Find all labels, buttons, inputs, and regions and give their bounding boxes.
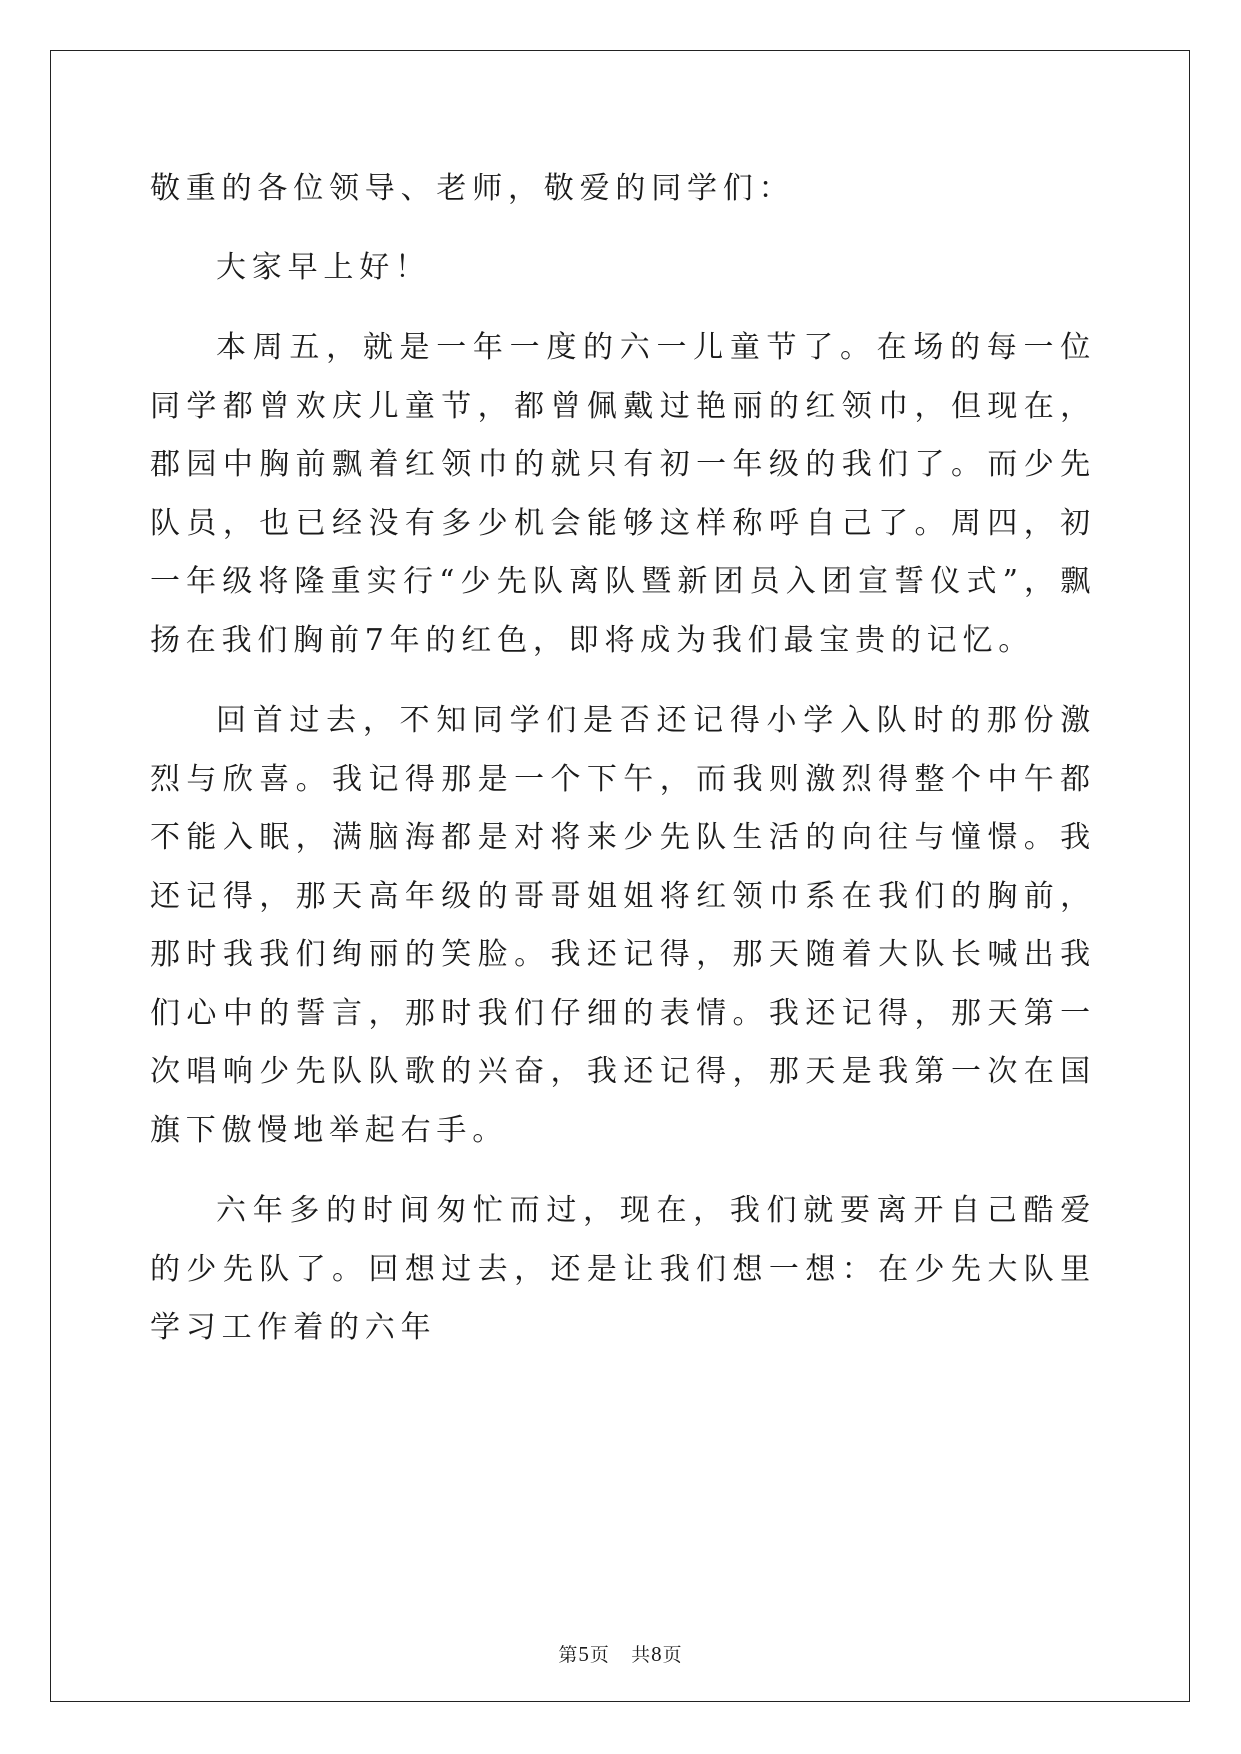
paragraph-childrens-day: 本周五，就是一年一度的六一儿童节了。在场的每一位同学都曾欢庆儿童节，都曾佩戴过艳丽的红领巾，但现在，郡园中胸前飘着红领巾的就只有初一年级的我们了。而少先队员，也已经没有多少机会能够这样称呼自己了。周四，初一年级将隆重实行“少先队离队暨新团员入团宣誓仪式”，飘扬在我们胸前7年的红色，即将成为我们最宝贵的记忆。 — [150, 330, 1096, 658]
total-prefix: 共 — [631, 1644, 652, 1666]
total-pages: 8 — [651, 1642, 663, 1666]
page-prefix: 第 — [558, 1644, 579, 1666]
paragraph-recollection: 回首过去，不知同学们是否还记得小学入队时的那份激烈与欣喜。我记得那是一个下午，而我则激烈得整个中午都不能入眠，满脑海都是对将来少先队生活的向往与憧憬。我还记得，那天高年级的哥哥姐姐将红领巾系在我们的胸前，那时我我们绚丽的笑脸。我还记得，那天随着大队长喊出我们心中的誓言，那时我们仔细的表情。我还记得，那天第一次唱响少先队队歌的兴奋，我还记得，那天是我第一次在国旗下傲慢地举起右手。 — [150, 703, 1096, 1148]
document-body — [150, 160, 1096, 1380]
paragraph-greeting: 大家早上好！ — [216, 249, 431, 285]
total-suffix: 页 — [662, 1644, 683, 1666]
page-suffix: 页 — [589, 1644, 610, 1666]
paragraph-six-years: 六年多的时间匆忙而过，现在，我们就要离开自己酷爱的少先队了。回想过去，还是让我们想一想：在少先大队里学习工作着的六年 — [150, 1193, 1096, 1345]
page-footer — [0, 1640, 1241, 1667]
page-number: 5 — [578, 1642, 590, 1666]
salutation: 敬重的各位领导、老师，敬爱的同学们： — [150, 171, 795, 206]
